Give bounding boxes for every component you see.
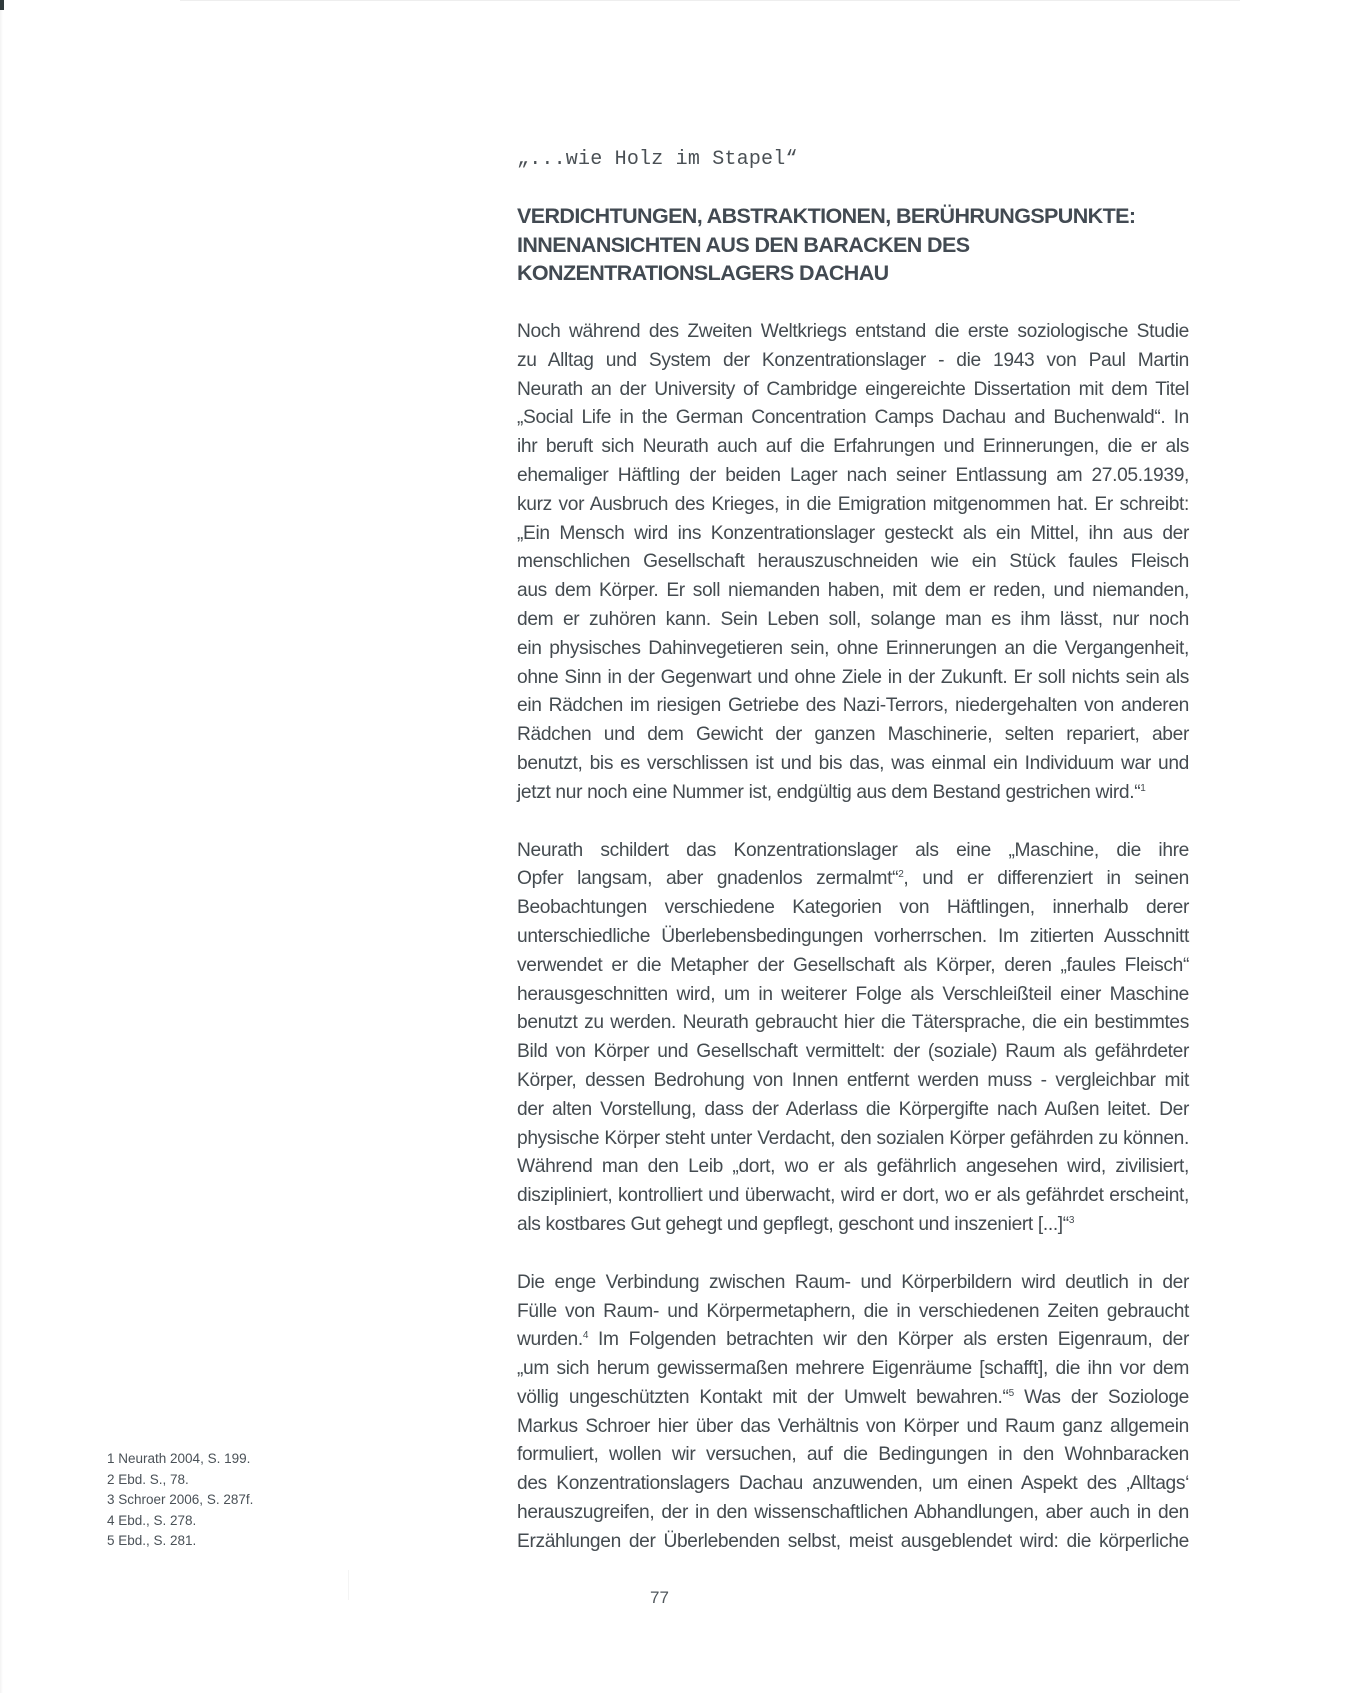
- chapter-title-line: KONZENTRATIONSLAGERS DACHAU: [517, 261, 889, 285]
- text-line: Neurath an der University of Cambridge eingereichte Dissertation mit dem Titel: [517, 378, 1189, 400]
- paragraph-1: [517, 318, 1189, 808]
- text-line: ohne Sinn in der Gegenwart und ohne Ziele in der Zukunft. Er soll nichts sein als: [517, 666, 1189, 688]
- text-line: Neurath schildert das Konzentrationslager als eine „Maschine, die ihre: [517, 839, 1189, 861]
- text-line: diszipliniert, kontrolliert und überwacht, wird er dort, wo er als gefährdet erscheint,: [517, 1185, 1189, 1207]
- footnote-ref[interactable]: 5: [1008, 1387, 1014, 1399]
- text-line: benutzt zu werden. Neurath gebraucht hier die Tätersprache, die ein bestimmtes: [517, 1012, 1189, 1034]
- footnote-1: 1 Neurath 2004, S. 199.: [107, 1451, 251, 1466]
- text-line: herausgeschnitten wird, um in weiterer Folge als Verschleißteil einer Maschine: [517, 983, 1189, 1005]
- text-line: physische Körper steht unter Verdacht, den sozialen Körper gefährden zu können.: [517, 1127, 1189, 1149]
- text-line: ihr beruft sich Neurath auch auf die Erfahrungen und Erinnerungen, die er als: [517, 436, 1189, 458]
- running-head: „...wie Holz im Stapel“: [517, 148, 798, 171]
- text-line: unterschiedliche Überlebensbedingungen vorherrschen. Im zitierten Ausschnitt: [517, 925, 1189, 947]
- text-line: Markus Schroer hier über das Verhältnis von Körper und Raum ganz allgemein: [517, 1415, 1189, 1437]
- chapter-title-line: VERDICHTUNGEN, ABSTRAKTIONEN, BERÜHRUNGSPUNKTE:: [517, 204, 1136, 228]
- text-line: menschlichen Gesellschaft herauszuschneiden wie ein Stück faules Fleisch: [517, 551, 1189, 573]
- text-line: Körper, dessen Bedrohung von Innen entfernt werden muss - vergleichbar mit: [517, 1069, 1189, 1091]
- footnote-4: 4 Ebd., S. 278.: [107, 1512, 197, 1528]
- text-line: „Ein Mensch wird ins Konzentrationslager gesteckt als ein Mittel, ihn aus der: [517, 522, 1189, 544]
- text-line: ein Rädchen im riesigen Getriebe des Nazi-Terrors, niedergehalten von anderen: [517, 695, 1189, 717]
- text-line: Noch während des Zweiten Weltkriegs entstand die erste soziologische Studie: [517, 321, 1189, 342]
- chapter-title-line: INNENANSICHTEN AUS DEN BARACKEN DES: [517, 232, 970, 257]
- footnote-ref[interactable]: 4: [582, 1330, 589, 1342]
- text-line: „um sich herum gewissermaßen mehrere Eigenräume [schafft], die ihn vor dem: [517, 1358, 1189, 1380]
- text-line: Rädchen und dem Gewicht der ganzen Maschinerie, selten repariert, aber: [517, 724, 1189, 746]
- text-line: Fülle von Raum- und Körpermetaphern, die in verschiedenen Zeiten gebraucht: [517, 1300, 1189, 1322]
- paragraph-3: [517, 1269, 1189, 1557]
- text-line: herauszugreifen, der in den wissenschaftlichen Abhandlungen, aber auch in den: [517, 1502, 1189, 1524]
- text-line: der alten Vorstellung, dass der Aderlass die Körpergifte nach Außen leitet. Der: [517, 1098, 1189, 1120]
- text-line: benutzt, bis es verschlissen ist und bis das, was einmal ein Individuum war und: [517, 752, 1189, 774]
- text-line: Die enge Verbindung zwischen Raum- und Körperbildern wird deutlich in der: [517, 1271, 1189, 1293]
- footnote-ref[interactable]: 3: [1068, 1214, 1075, 1226]
- text-line: wurden.$^4$ Im Folgenden betrachten wir den Körper als ersten Eigenraum, der: [517, 1329, 1189, 1351]
- top-edge-line: [180, 0, 1240, 1]
- text-line: als kostbares Gut gehegt und gepflegt, geschont und inszeniert [...]“$^3$: [517, 1213, 1075, 1235]
- text-line: dem er zuhören kann. Sein Leben soll, solange man es ihm lässt, nur noch: [517, 608, 1189, 630]
- chapter-title: [517, 202, 1217, 288]
- text-line: ein physisches Dahinvegetieren sein, ohne Erinnerungen an die Vergangenheit,: [517, 637, 1189, 659]
- scan-edge-shadow: [0, 0, 3, 1693]
- text-line: Beobachtungen verschiedene Kategorien von Häftlingen, innerhalb derer: [517, 897, 1189, 919]
- body-text: [517, 318, 1189, 1586]
- paragraph-2: [517, 837, 1189, 1240]
- text-line: Während man den Leib „dort, wo er als gefährlich angesehen wird, zivilisiert,: [517, 1156, 1189, 1178]
- page-number: 77: [650, 1588, 669, 1607]
- scan-mark: [0, 0, 4, 10]
- text-line: aus dem Körper. Er soll niemanden haben, mit dem er reden, und niemanden,: [517, 580, 1189, 602]
- footnotes: [107, 1449, 367, 1552]
- text-line: jetzt nur noch eine Nummer ist, endgültig aus dem Bestand gestrichen wird.“$^1$: [517, 781, 1146, 803]
- text-line: verwendet er die Metapher der Gesellschaft als Körper, deren „faules Fleisch“: [517, 954, 1189, 976]
- footnote-ref[interactable]: 2: [898, 869, 904, 881]
- footnote-2: 2 Ebd. S., 78.: [107, 1471, 189, 1487]
- text-line: zu Alltag und System der Konzentrationslager - die 1943 von Paul Martin: [517, 349, 1189, 371]
- text-line: des Konzentrationslagers Dachau anzuwenden, um einen Aspekt des ‚Alltags‘: [517, 1473, 1189, 1495]
- text-line: ehemaliger Häftling der beiden Lager nach seiner Entlassung am 27.05.1939,: [517, 464, 1189, 486]
- footnote-3: 3 Schroer 2006, S. 287f.: [107, 1492, 254, 1507]
- footnote-ref[interactable]: 1: [1140, 782, 1146, 794]
- text-line: Opfer langsam, aber gnadenlos zermalmt“$^2$, und er differenziert in seinen: [517, 868, 1189, 890]
- text-line: völlig ungeschützten Kontakt mit der Umwelt bewahren.“$^5$ Was der Soziologe: [517, 1386, 1189, 1408]
- scan-speck: [348, 1570, 349, 1600]
- text-line: kurz vor Ausbruch des Krieges, in die Emigration mitgenommen hat. Er schreibt:: [517, 493, 1189, 515]
- text-line: „Social Life in the German Concentration Camps Dachau and Buchenwald“. In: [517, 407, 1189, 429]
- text-line: Erzählungen der Überlebenden selbst, meist ausgeblendet wird: die körperliche: [517, 1530, 1189, 1552]
- footnote-5: 5 Ebd., S. 281.: [107, 1533, 197, 1548]
- text-line: Bild von Körper und Gesellschaft vermittelt: der (soziale) Raum als gefährdeter: [517, 1041, 1189, 1063]
- text-line: formuliert, wollen wir versuchen, auf die Bedingungen in den Wohnbaracken: [517, 1444, 1189, 1466]
